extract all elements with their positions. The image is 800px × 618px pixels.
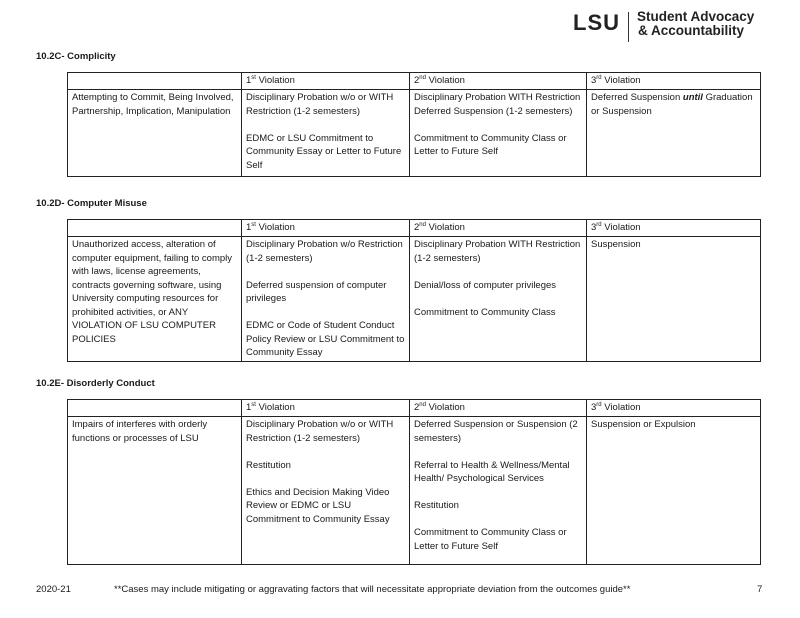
third-violation-outcomes: Suspension or Expulsion [587,417,761,565]
footer-year: 2020-21 [36,584,71,595]
header-empty-cell [68,400,242,417]
first-violation-outcomes: Disciplinary Probation w/o or WITH Restriction (1-2 semesters) EDMC or LSU Commitment to Community Essay or Letter to Future Self [242,90,410,177]
offense-description: Unauthorized access, alteration of computer equipment, failing to comply with laws, license agreements, contracts governing software, using University computing resources for prohibited activities, or ANY VIOLATION OF LSU COMPUTER POLICIES [68,237,242,362]
table-disorderly-conduct [67,399,761,565]
third-violation-outcomes: Suspension [587,237,761,362]
header-empty-cell [68,220,242,237]
first-violation-outcomes: Disciplinary Probation w/o or WITH Restriction (1-2 semesters) Restitution Ethics and Decision Making Video Review or EDMC or LSU Commitment to Community Essay [242,417,410,565]
lsu-logo [573,10,754,42]
table-row [68,90,761,177]
logo-line-1: Student Advocacy [637,9,755,24]
second-violation-outcomes: Deferred Suspension or Suspension (2 semesters) Referral to Health & Wellness/Mental Health/ Psychological Services Restitution Commitment to Community Class or Letter to Future Self [410,417,587,565]
table-header-row [68,220,761,237]
logo-text [637,10,754,38]
header-third-violation: 3rd Violation [587,400,761,417]
logo-line-2: & Accountability [638,23,745,38]
table-row [68,417,761,565]
logo-divider [628,12,629,42]
section-title-complicity: 10.2C- Complicity [36,51,116,62]
header-first-violation: 1st Violation [242,400,410,417]
header-second-violation: 2nd Violation [410,400,587,417]
table-complicity [67,72,761,177]
section-title-disorderly-conduct: 10.2E- Disorderly Conduct [36,378,155,389]
header-second-violation: 2nd Violation [410,220,587,237]
footer-note: **Cases may include mitigating or aggravating factors that will necessitate appropriate deviation from the outcomes guide** [114,584,631,595]
second-violation-outcomes: Disciplinary Probation WITH Restriction (1-2 semesters) Denial/loss of computer privileges Commitment to Community Class [410,237,587,362]
table-header-row [68,400,761,417]
header-second-violation: 2nd Violation [410,73,587,90]
offense-description: Attempting to Commit, Being Involved, Partnership, Implication, Manipulation [68,90,242,177]
header-first-violation: 1st Violation [242,73,410,90]
header-first-violation: 1st Violation [242,220,410,237]
third-violation-outcomes: Deferred Suspension until Graduation or Suspension [587,90,761,177]
header-third-violation: 3rd Violation [587,73,761,90]
header-empty-cell [68,73,242,90]
table-computer-misuse [67,219,761,362]
section-title-computer-misuse: 10.2D- Computer Misuse [36,198,147,209]
page-number: 7 [757,584,763,595]
header-third-violation: 3rd Violation [587,220,761,237]
logo-mark: LSU [573,10,620,35]
second-violation-outcomes: Disciplinary Probation WITH Restriction Deferred Suspension (1-2 semesters) Commitment to Community Class or Letter to Future Self [410,90,587,177]
first-violation-outcomes: Disciplinary Probation w/o Restriction (1-2 semesters) Deferred suspension of computer privileges EDMC or Code of Student Conduct Policy Review or LSU Commitment to Community Essay [242,237,410,362]
table-header-row [68,73,761,90]
table-row [68,237,761,362]
offense-description: Impairs of interferes with orderly functions or processes of LSU [68,417,242,565]
